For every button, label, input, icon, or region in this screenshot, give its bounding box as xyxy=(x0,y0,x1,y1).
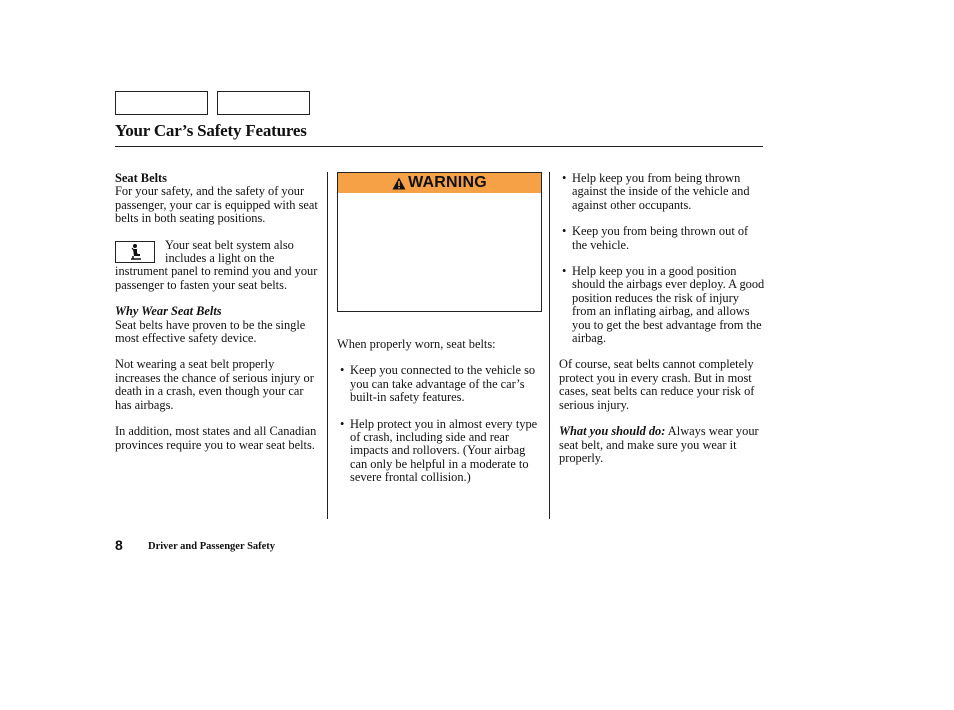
what-you-should-do-text: Always wear your seat belt, and make sure you wear it properly. xyxy=(559,424,759,465)
section-tab-1 xyxy=(115,91,208,115)
list-item: • Keep you from being thrown out of the vehicle. xyxy=(559,225,765,252)
list-item: • Help keep you in a good position should the airbags ever deploy. A good position reduces the risk of injury from an inflating airbag, and allows you to get the best advantage from the airbag. xyxy=(559,265,765,345)
section-tab-2 xyxy=(217,91,310,115)
warning-header xyxy=(338,173,541,193)
warning-label: WARNING xyxy=(408,174,487,192)
page-title: Your Car’s Safety Features xyxy=(115,121,307,140)
why-wear-paragraph-1: Seat belts have proven to be the single most effective safety device. xyxy=(115,317,306,346)
why-wear-paragraph-3: In addition, most states and all Canadian provinces require you to wear seat belts. xyxy=(115,424,317,452)
seat-belts-heading: Seat Belts xyxy=(115,171,167,185)
protection-paragraph: Of course, seat belts cannot completely protect you in every crash. But in most cases, seat belts can reduce your risk of serious injury. xyxy=(559,357,755,412)
column-divider-2 xyxy=(549,172,550,519)
what-you-should-do-label: What you should do: xyxy=(559,424,666,439)
benefits-list-1 xyxy=(337,364,543,484)
warning-box xyxy=(337,172,542,312)
what-you-should-do xyxy=(559,425,765,465)
properly-worn-intro: When properly worn, seat belts: xyxy=(337,337,496,351)
column-1 xyxy=(115,172,321,452)
list-item: • Help protect you in almost every type of crash, including side and rear impacts and rollovers. (Your airbag can only be helpful in a moderate to severe frontal collision.) xyxy=(337,418,543,485)
title-divider xyxy=(115,146,763,147)
list-item: • Help keep you from being thrown against the inside of the vehicle and against other occupants. xyxy=(559,172,765,212)
why-wear-paragraph-2: Not wearing a seat belt properly increases the chance of serious injury or death in a crash, even though your car has airbags. xyxy=(115,357,314,412)
benefits-list-2 xyxy=(559,172,765,345)
column-divider-1 xyxy=(327,172,328,519)
seat-belt-reminder-icon xyxy=(115,241,155,263)
column-2 xyxy=(337,172,543,498)
reminder-text: Your seat belt system also includes a light on the instrument panel to remind you and your passenger to fasten your seat belts. xyxy=(115,237,318,292)
why-wear-subheading: Why Wear Seat Belts xyxy=(115,304,222,319)
column-3 xyxy=(559,172,765,465)
seat-belts-intro: For your safety, and the safety of your passenger, your car is equipped with seat belts in both seating positions. xyxy=(115,184,318,226)
reminder-paragraph xyxy=(115,239,321,293)
page-number: 8 xyxy=(115,537,123,553)
list-item: • Keep you connected to the vehicle so you can take advantage of the car’s built-in safety features. xyxy=(337,364,543,404)
section-name: Driver and Passenger Safety xyxy=(148,541,276,552)
warning-triangle-icon xyxy=(392,177,406,190)
